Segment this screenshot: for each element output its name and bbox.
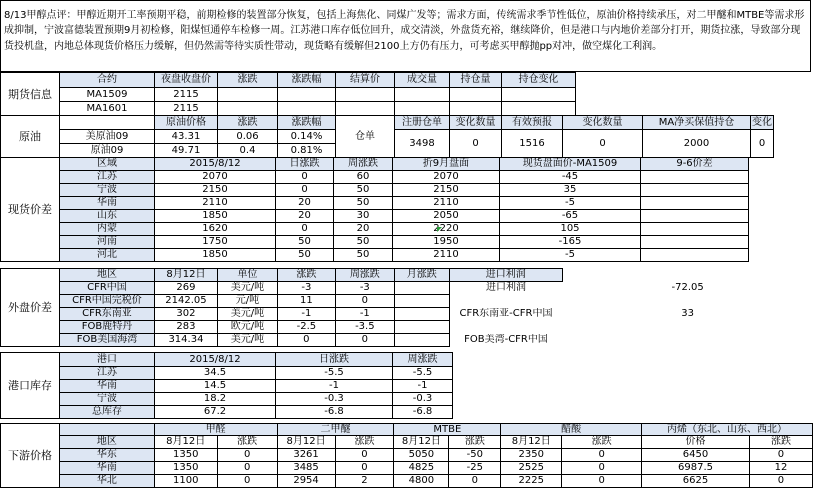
port-name: 江苏 (60, 367, 155, 380)
downstream-region: 华东 (59, 449, 154, 462)
port-cell: 34.5 (155, 367, 276, 380)
downstream-cell: 4800 (394, 475, 449, 488)
external-cell (394, 282, 449, 295)
external-region: CFR中国 (59, 282, 154, 295)
downstream-subheader: 涨跌 (217, 436, 277, 449)
port-cell: 67.2 (155, 406, 276, 419)
downstream-group: 甲醛 (154, 424, 277, 436)
spot-cell: 2050 (393, 210, 500, 223)
external-region: CFR中国完税价 (59, 295, 154, 308)
port-cell: -1 (276, 380, 393, 393)
downstream-cell: 2 (335, 475, 394, 488)
warrant-header: 注册仓单 (395, 116, 450, 130)
spot-cell: 2220 (393, 223, 500, 236)
downstream-subheader: 8月12日 (154, 436, 217, 449)
downstream-subheader: 涨跌 (562, 436, 642, 449)
downstream-cell: 0 (335, 462, 394, 475)
port-name: 华南 (60, 380, 155, 393)
downstream-cell: 0 (217, 449, 277, 462)
futures-section-label: 期货信息 (1, 88, 60, 102)
spot-cell (641, 210, 749, 223)
warrant-value: 0 (751, 130, 774, 158)
commentary-text: 8/13甲醇点评：甲醇近期开工率预期平稳，前期检修的装置部分恢复，包括上海焦化、同煤广发等；需求方面，传统需求季节性低位，原油价格持续承压，对二甲醚和MTBE等需求形成抑制，宁波富德装置预期9月初检修，阳煤恒通停车检修一周。江苏港口库存低位回升，成交清淡，外盘货充裕，继续降价，但是港口与内地价差部分打开，期货拉涨，导致部分现货投机盘，内地总体现货价格压力缓解，但仍然需等待实质性带动，现货略有缓解但2100上方仍有压力，可考虑买甲醇抛pp对冲，做空煤化工利润。 (4, 10, 805, 52)
futures-cell (336, 88, 395, 102)
downstream-subheader: 价格 (642, 436, 750, 449)
spot-cell: 1850 (155, 249, 276, 262)
warrant-value: 2000 (643, 130, 751, 158)
futures-label-bottom (1, 102, 60, 116)
spot-cell: 0 (276, 223, 334, 236)
spot-cell: -165 (500, 236, 641, 249)
external-cell: -1 (277, 308, 335, 321)
downstream-cell: 2954 (277, 475, 335, 488)
crude-header: 原油价格 (155, 116, 218, 130)
spot-cell: 2110 (155, 197, 276, 210)
downstream-cell: 0 (562, 475, 642, 488)
external-header: 8月12日 (154, 269, 217, 282)
downstream-subheader: 涨跌 (449, 436, 501, 449)
external-cell (394, 295, 449, 308)
downstream-section-label: 下游价格 (1, 424, 60, 488)
commentary-box (0, 0, 811, 72)
crude-cell: 0.14% (278, 130, 336, 144)
external-cell: 11 (277, 295, 335, 308)
warrant-value: 0 (563, 130, 643, 158)
spot-cell: 50 (334, 184, 393, 197)
spot-cell: 50 (276, 249, 334, 262)
external-cell: -3.5 (335, 321, 394, 334)
spot-header: 周涨跌 (334, 158, 393, 171)
downstream-cell: 3261 (277, 449, 335, 462)
external-cell: -3 (277, 282, 335, 295)
downstream-section (0, 423, 813, 488)
crude-header (60, 116, 155, 130)
spot-cell: 0 (276, 184, 334, 197)
downstream-region: 华南 (59, 462, 154, 475)
futures-header: 合约 (60, 73, 155, 88)
spread-value (562, 334, 813, 347)
spot-cell: 30 (334, 210, 393, 223)
spot-cell (641, 171, 749, 184)
external-header: 月涨跌 (394, 269, 449, 282)
warrant-label: 仓单 (336, 116, 395, 158)
port-cell: 14.5 (155, 380, 276, 393)
spot-cell: 2070 (393, 171, 500, 184)
downstream-cell: 4825 (394, 462, 449, 475)
downstream-cell: 5050 (394, 449, 449, 462)
futures-cell (395, 102, 450, 116)
spread-label: 进口利润 (486, 282, 526, 294)
spot-header: 9-6价差 (641, 158, 749, 171)
futures-cell (218, 88, 278, 102)
downstream-cell: 12 (749, 462, 812, 475)
futures-header: 成交量 (395, 73, 450, 88)
warrant-header: 有效预报 (502, 116, 563, 130)
downstream-cell: -25 (449, 462, 501, 475)
spot-region: 内蒙 (60, 223, 155, 236)
external-cell: 美元/吨 (217, 282, 277, 295)
spot-cell: 2110 (393, 249, 500, 262)
spot-cell: 50 (276, 236, 334, 249)
crude-cell: 49.71 (155, 144, 218, 158)
spot-cell: 2070 (155, 171, 276, 184)
downstream-cell: 3485 (277, 462, 335, 475)
external-cell: 269 (154, 282, 217, 295)
spot-region: 宁波 (60, 184, 155, 197)
spot-cell: -45 (500, 171, 641, 184)
spot-section-label: 现货价差 (1, 158, 60, 262)
downstream-cell: 0 (562, 449, 642, 462)
external-cell: 0 (335, 334, 394, 347)
port-cell: -0.3 (393, 393, 453, 406)
external-cell: 元/吨 (217, 295, 277, 308)
spot-cell: 2150 (155, 184, 276, 197)
external-cell: 欧元/吨 (217, 321, 277, 334)
downstream-cell: 2525 (501, 462, 562, 475)
warrant-header: 变化数量 (563, 116, 643, 130)
external-cell: 0 (335, 295, 394, 308)
crude-cell: 0.4 (218, 144, 278, 158)
crude-header: 涨跌幅 (278, 116, 336, 130)
downstream-group: 丙烯（东北、山东、西北） (642, 424, 813, 436)
spot-cell (641, 249, 749, 262)
crude-cell: 43.31 (155, 130, 218, 144)
port-name: 宁波 (60, 393, 155, 406)
spot-cell: 1850 (155, 210, 276, 223)
crude-section (0, 115, 813, 158)
spot-cell: 105 (500, 223, 641, 236)
spot-header: 区域 (60, 158, 155, 171)
downstream-cell: 0 (335, 449, 394, 462)
spot-cell: 0 (276, 171, 334, 184)
spot-cell: 20 (334, 223, 393, 236)
futures-cell (502, 88, 576, 102)
spot-header: 现货盘面价-MA1509 (500, 158, 641, 171)
warrant-value: 3498 (395, 130, 450, 158)
port-header: 日涨跌 (276, 353, 393, 367)
futures-cell (336, 102, 395, 116)
port-header: 周涨跌 (393, 353, 453, 367)
spread-value: 33 (681, 308, 694, 319)
crude-cell: 0.06 (218, 130, 278, 144)
spread-value: -72.05 (671, 282, 704, 293)
spot-cell (641, 236, 749, 249)
downstream-group: 二甲醚 (277, 424, 394, 436)
external-header: 单位 (217, 269, 277, 282)
port-section (0, 352, 813, 419)
external-cell (394, 321, 449, 334)
external-region: FOB鹿特丹 (59, 321, 154, 334)
external-cell: -1 (335, 308, 394, 321)
spot-header: 日涨跌 (276, 158, 334, 171)
downstream-cell: 0 (449, 475, 501, 488)
external-cell: 302 (154, 308, 217, 321)
spot-cell: -65 (500, 210, 641, 223)
spot-cell: 2150 (393, 184, 500, 197)
external-header: 涨跌 (277, 269, 335, 282)
downstream-cell: 1100 (154, 475, 217, 488)
downstream-cell: 0 (217, 462, 277, 475)
spread-label: CFR东南亚-CFR中国 (459, 308, 553, 319)
downstream-cell: 0 (749, 475, 812, 488)
crude-section-label: 原油 (1, 116, 60, 158)
downstream-cell: 0 (749, 449, 812, 462)
warrant-value: 1516 (502, 130, 563, 158)
futures-cell: MA1509 (60, 88, 155, 102)
spot-cell: 20 (276, 210, 334, 223)
spot-cell: -5 (500, 197, 641, 210)
spot-region: 河南 (60, 236, 155, 249)
downstream-cell: 6987.5 (642, 462, 750, 475)
warrant-header: MA净买保值持仓 (643, 116, 751, 130)
crude-cell: 美原油09 (60, 130, 155, 144)
warrant-header: 变化 (752, 116, 772, 128)
spread-label: FOB美湾-CFR中国 (464, 334, 548, 345)
downstream-cell: 0 (562, 462, 642, 475)
port-cell: -5.5 (276, 367, 393, 380)
futures-cell (395, 88, 450, 102)
futures-header: 持仓量 (450, 73, 502, 88)
spot-region: 江苏 (60, 171, 155, 184)
spot-cell (641, 223, 749, 236)
port-cell: -0.3 (276, 393, 393, 406)
port-cell: -1 (393, 380, 453, 393)
spot-cell: 60 (334, 171, 393, 184)
futures-header: 涨跌 (218, 73, 278, 88)
import-profit-header: 进口利润 (449, 269, 562, 282)
port-name: 总库存 (60, 406, 155, 419)
spot-header: 2015/8/12 (155, 158, 276, 171)
external-cell: 美元/吨 (217, 334, 277, 347)
spot-cell: 35 (500, 184, 641, 197)
external-region: CFR东南亚 (59, 308, 154, 321)
downstream-subheader: 8月12日 (501, 436, 562, 449)
futures-cell (502, 102, 576, 116)
external-header: 周涨跌 (335, 269, 394, 282)
futures-header: 持仓变化 (502, 73, 576, 88)
downstream-cell: 2350 (501, 449, 562, 462)
futures-cell (278, 88, 336, 102)
external-section-label: 外盘价差 (1, 269, 60, 347)
spot-cell: 20 (276, 197, 334, 210)
spot-region: 山东 (60, 210, 155, 223)
downstream-subheader: 地区 (59, 436, 154, 449)
futures-header: 夜盘收盘价 (155, 73, 218, 88)
spot-cell (641, 184, 749, 197)
spot-cell: 50 (334, 197, 393, 210)
external-cell: 283 (154, 321, 217, 334)
crude-cell: 原油09 (60, 144, 155, 158)
external-cell: 314.34 (154, 334, 217, 347)
futures-cell (450, 102, 502, 116)
downstream-cell: -50 (449, 449, 501, 462)
spot-cell: 1750 (155, 236, 276, 249)
futures-header: 涨跌幅 (278, 73, 336, 88)
spot-region: 河北 (60, 249, 155, 262)
external-section (0, 268, 813, 347)
futures-cell (450, 88, 502, 102)
external-header: 地区 (59, 269, 154, 282)
futures-section (0, 72, 813, 116)
comment-marker-icon (437, 227, 442, 232)
external-cell (394, 334, 449, 347)
downstream-cell: 6625 (642, 475, 750, 488)
downstream-subheader: 8月12日 (277, 436, 335, 449)
downstream-cell: 6450 (642, 449, 750, 462)
warrant-value: 0 (450, 130, 502, 158)
spot-cell: 50 (334, 249, 393, 262)
futures-cell (218, 102, 278, 116)
downstream-subheader: 涨跌 (335, 436, 394, 449)
spot-cell: 1950 (393, 236, 500, 249)
downstream-cell: 1350 (154, 462, 217, 475)
futures-cell: 2115 (155, 88, 218, 102)
downstream-cell: 1350 (154, 449, 217, 462)
downstream-group: MTBE (394, 424, 501, 436)
spot-header: 折9月盘面 (393, 158, 500, 171)
external-cell: 2142.05 (154, 295, 217, 308)
crude-cell: 0.81% (278, 144, 336, 158)
spot-cell: 1620 (155, 223, 276, 236)
crude-header: 涨跌 (218, 116, 278, 130)
spot-cell: -5 (500, 249, 641, 262)
futures-cell: 2115 (155, 102, 218, 116)
port-cell: 18.2 (155, 393, 276, 406)
external-cell: 0 (277, 334, 335, 347)
spot-cell: 2110 (393, 197, 500, 210)
port-header: 2015/8/12 (155, 353, 276, 367)
downstream-subheader: 涨跌 (749, 436, 812, 449)
downstream-region: 华北 (59, 475, 154, 488)
downstream-group: 醋酸 (501, 424, 642, 436)
external-cell: -3 (335, 282, 394, 295)
spot-cell (641, 197, 749, 210)
spot-cell: 50 (334, 236, 393, 249)
spot-region: 华南 (60, 197, 155, 210)
port-cell: -6.8 (276, 406, 393, 419)
downstream-cell: 0 (217, 475, 277, 488)
port-section-label: 港口库存 (1, 353, 60, 419)
port-cell: -5.5 (393, 367, 453, 380)
spot-section (0, 157, 813, 262)
port-cell: -6.8 (393, 406, 453, 419)
futures-cell (278, 102, 336, 116)
external-region: FOB美国海湾 (59, 334, 154, 347)
port-header: 港口 (60, 353, 155, 367)
downstream-cell: 2225 (501, 475, 562, 488)
external-cell: 美元/吨 (217, 308, 277, 321)
warrant-header: 变化数量 (450, 116, 502, 130)
external-cell (394, 308, 449, 321)
futures-label-top (1, 73, 60, 88)
futures-header: 结算价 (336, 73, 395, 88)
external-cell: -2.5 (277, 321, 335, 334)
futures-cell: MA1601 (60, 102, 155, 116)
downstream-subheader: 8月12日 (394, 436, 449, 449)
